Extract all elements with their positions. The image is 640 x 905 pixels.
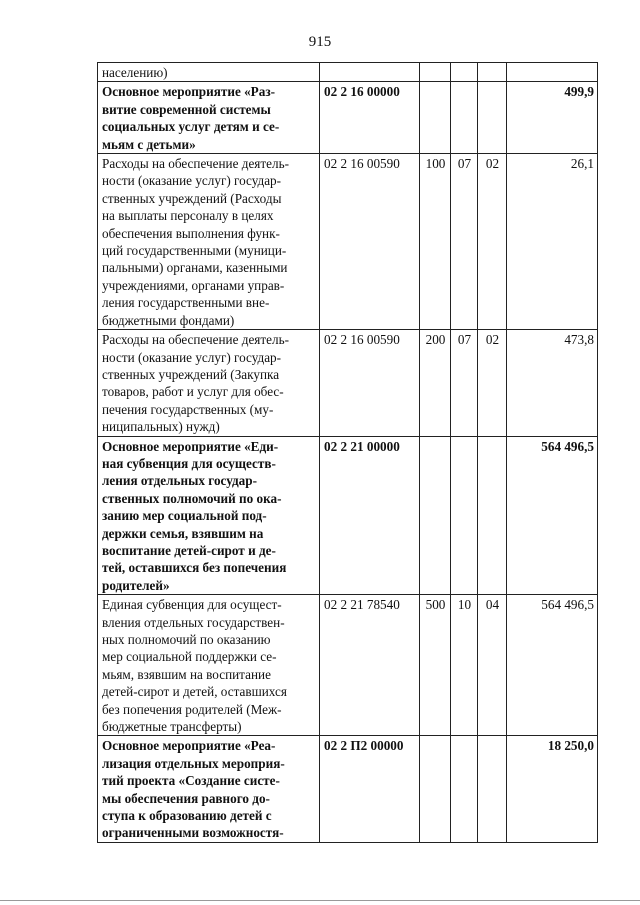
row-pr: 02 bbox=[478, 154, 507, 330]
row-rz bbox=[451, 63, 478, 82]
row-vr: 200 bbox=[420, 330, 451, 436]
table-row bbox=[98, 82, 598, 154]
row-name: Расходы на обеспечение деятель- ности (оказание услуг) государ- ственных учреждений (Закупка товаров, работ и услуг для обес- печения государственных (му- ниципальных) нужд) bbox=[98, 330, 320, 436]
table-row bbox=[98, 63, 598, 82]
row-vr bbox=[420, 63, 451, 82]
row-pr: 02 bbox=[478, 330, 507, 436]
row-name: населению) bbox=[98, 63, 320, 82]
budget-table-body bbox=[98, 63, 598, 843]
row-vr: 100 bbox=[420, 154, 451, 330]
row-name: Основное мероприятие «Реа- лизация отдельных мероприя- тий проекта «Создание систе- мы обеспечения равного до- ступа к образованию детей с ограниченными возможностя- bbox=[98, 736, 320, 842]
table-row bbox=[98, 436, 598, 595]
row-name: Основное мероприятие «Раз- витие современной системы социальных услуг детям и се- мьям с детьми» bbox=[98, 82, 320, 154]
row-pr bbox=[478, 82, 507, 154]
row-rz: 10 bbox=[451, 595, 478, 736]
row-vr bbox=[420, 736, 451, 842]
budget-table bbox=[97, 62, 598, 843]
row-code: 02 2 16 00590 bbox=[320, 330, 420, 436]
table-row bbox=[98, 330, 598, 436]
row-sum bbox=[507, 63, 598, 82]
table-row bbox=[98, 154, 598, 330]
row-code: 02 2 21 00000 bbox=[320, 436, 420, 595]
row-sum: 473,8 bbox=[507, 330, 598, 436]
row-vr bbox=[420, 436, 451, 595]
row-name: Основное мероприятие «Еди- ная субвенция для осуществ- ления отдельных государ- ственных полномочий по ока- занию мер социальной под- держки семья, взявшим на воспитание детей-сирот и де- тей, оставшихся без попечения родителей» bbox=[98, 436, 320, 595]
row-sum: 564 496,5 bbox=[507, 595, 598, 736]
table-row bbox=[98, 736, 598, 842]
row-code bbox=[320, 63, 420, 82]
row-pr bbox=[478, 63, 507, 82]
row-vr bbox=[420, 82, 451, 154]
row-sum: 26,1 bbox=[507, 154, 598, 330]
row-rz: 07 bbox=[451, 330, 478, 436]
row-code: 02 2 П2 00000 bbox=[320, 736, 420, 842]
row-sum: 564 496,5 bbox=[507, 436, 598, 595]
row-pr bbox=[478, 436, 507, 595]
row-vr: 500 bbox=[420, 595, 451, 736]
table-row bbox=[98, 595, 598, 736]
row-code: 02 2 21 78540 bbox=[320, 595, 420, 736]
page-bottom-rule bbox=[0, 900, 640, 901]
row-rz bbox=[451, 82, 478, 154]
row-code: 02 2 16 00590 bbox=[320, 154, 420, 330]
row-sum: 499,9 bbox=[507, 82, 598, 154]
row-rz bbox=[451, 436, 478, 595]
row-name: Единая субвенция для осущест- вления отдельных государствен- ных полномочий по оказанию мер социальной поддержки се- мьям, взявшим на воспитание детей-сирот и детей, оставшихся без попечения родителей (Меж- бюджетные трансферты) bbox=[98, 595, 320, 736]
page-number: 915 bbox=[308, 34, 332, 50]
row-code: 02 2 16 00000 bbox=[320, 82, 420, 154]
row-pr: 04 bbox=[478, 595, 507, 736]
row-rz: 07 bbox=[451, 154, 478, 330]
row-pr bbox=[478, 736, 507, 842]
row-sum: 18 250,0 bbox=[507, 736, 598, 842]
row-rz bbox=[451, 736, 478, 842]
row-name: Расходы на обеспечение деятель- ности (оказание услуг) государ- ственных учреждений (Расходы на выплаты персоналу в целях обеспечения выполнения функ- ций государственными (муници- пальными) органами, казенными учреждениями, органами управ- ления государственными вне- бюджетными фондами) bbox=[98, 154, 320, 330]
